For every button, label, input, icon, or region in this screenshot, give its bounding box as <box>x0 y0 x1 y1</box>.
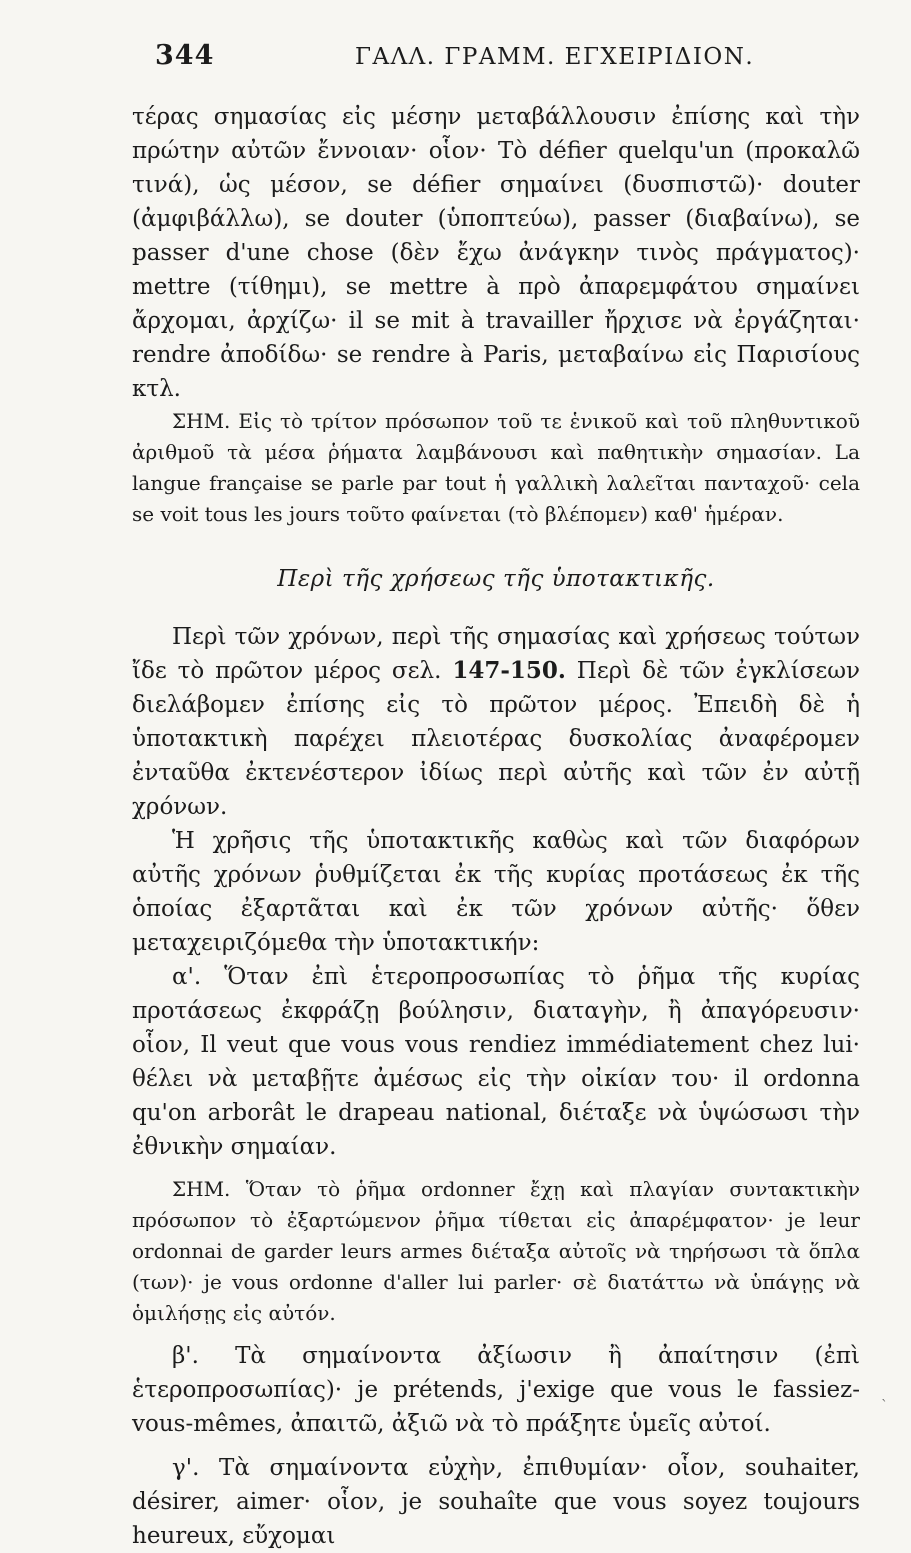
paper-speck: ˋ <box>881 1398 888 1414</box>
paragraph-moods-text: Περὶ δὲ τῶν ἐγκλίσεων διελάβομεν ἐπίσης εἰς τὸ πρῶτον μέρος. Ἐπειδὴ δὲ ἡ ὑποτακτικὴ παρέχει πλειοτέρας δυσκολίας ἀναφέρομεν ἐνταῦθα ἐκτενέστερον ἰδίως περὶ αὐτῆς καὶ τῶν ἐν αὐτῇ χρόνων. <box>132 658 861 820</box>
section-title-subjunctive: Περὶ τῆς χρήσεως τῆς ὑποτακτικῆς. <box>277 566 715 592</box>
rule-alpha: α'. Ὅταν ἐπὶ ἑτεροπροσωπίας τὸ ῥῆμα τῆς κυρίας προτάσεως ἐκφράζῃ βούλησιν, διαταγὴν, ἢ ἀπαγόρευσιν· οἷον, Il veut que vous vous rendiez immédiatement chez lui· θέλει νὰ μεταβῇτε ἀμέσως εἰς τὴν οἰκίαν του· il ordonna qu'on arborât le drapeau national, διέταξε νὰ ὑψώσωσι τὴν ἐθνικὴν σημαίαν. <box>132 964 860 1160</box>
page-body <box>132 100 860 1553</box>
page-number: 344 <box>155 40 215 71</box>
rule-beta: β'. Τὰ σημαίνοντα ἀξίωσιν ἢ ἀπαίτησιν (ἐπὶ ἑτεροπροσωπίας)· je prétends, j'exige que vous le fassiez-vous-mêmes, ἀπαιτῶ, ἀξιῶ νὰ τὸ πράξητε ὑμεῖς αὐτοί. <box>132 1343 860 1437</box>
page-header <box>155 40 855 80</box>
paragraph-subjunctive-usage: Ἡ χρῆσις τῆς ὑποτακτικῆς καθὼς καὶ τῶν διαφόρων αὐτῆς χρόνων ῥυθμίζεται ἐκ τῆς κυρίας προτάσεως ἐκ τῆς ὁποίας ἐξαρτᾶται καὶ ἐκ τῶν χρόνων αὐτῆς· ὅθεν μεταχειριζόμεθα τὴν ὑποτακτικήν: <box>132 828 860 956</box>
page-reference: 147-150. <box>452 657 566 684</box>
running-title: ΓΑΛΛ. ΓΡΑΜΜ. ΕΓΧΕΙΡΙΔΙΟΝ. <box>355 44 755 70</box>
paragraph-tenses-reference <box>132 620 860 824</box>
rule-gamma: γ'. Τὰ σημαίνοντα εὐχὴν, ἐπιθυμίαν· οἷον, souhaiter, désirer, aimer· οἷον, je souhaîte que vous soyez toujours heureux, εὔχομαι <box>132 1455 860 1549</box>
note-third-person-passive: ΣΗΜ. Εἰς τὸ τρίτον πρόσωπον τοῦ τε ἑνικοῦ καὶ τοῦ πληθυντικοῦ ἀριθμοῦ τὰ μέσα ῥήματα λαμβάνουσι καὶ παθητικὴν σημασίαν. La langue française se parle par tout ἡ γαλλικὴ λαλεῖται πανταχοῦ· cela se voit tous les jours τοῦτο φαίνεται (τὸ βλέπομεν) καθ' ἡμέραν. <box>132 409 860 526</box>
note-ordonner: ΣΗΜ. Ὅταν τὸ ῥῆμα ordonner ἔχῃ καὶ πλαγίαν συντακτικὴν πρόσωπον τὸ ἐξαρτώμενον ῥῆμα τίθεται εἰς ἀπαρέμφατον· je leur ordonnai de garder leurs armes διέταξα αὐτοῖς νὰ τηρήσωσι τὰ ὅπλα (των)· je vous ordonne d'aller lui parler· σὲ διατάττω νὰ ὑπάγῃς νὰ ὁμιλήσῃς εἰς αὐτόν. <box>132 1177 860 1325</box>
paragraph-tenses-text: Περὶ τῶν χρόνων, περὶ τῆς σημασίας καὶ χρήσεως τούτων ἴδε τὸ πρῶτον μέρος σελ. <box>132 624 860 684</box>
paragraph-middle-verbs: τέρας σημασίας εἰς μέσην μεταβάλλουσιν ἐπίσης καὶ τὴν πρώτην αὐτῶν ἔννοιαν· οἷον· Τὸ défier quelqu'un (προκαλῶ τινά), ὡς μέσον, se défier σημαίνει (δυσπιστῶ)· douter (ἀμφιβάλλω), se douter (ὑποπτεύω), passer (διαβαίνω), se passer d'une chose (δὲν ἔχω ἀνάγκην τινὸς πράγματος)· mettre (τίθημι), se mettre à πρὸ ἀπαρεμφάτου σημαίνει ἄρχομαι, ἀρχίζω· il se mit à travailler ἤρχισε νὰ ἐργάζηται· rendre ἀποδίδω· se rendre à Paris, μεταβαίνω εἰς Παρισίους κτλ. <box>132 104 860 402</box>
